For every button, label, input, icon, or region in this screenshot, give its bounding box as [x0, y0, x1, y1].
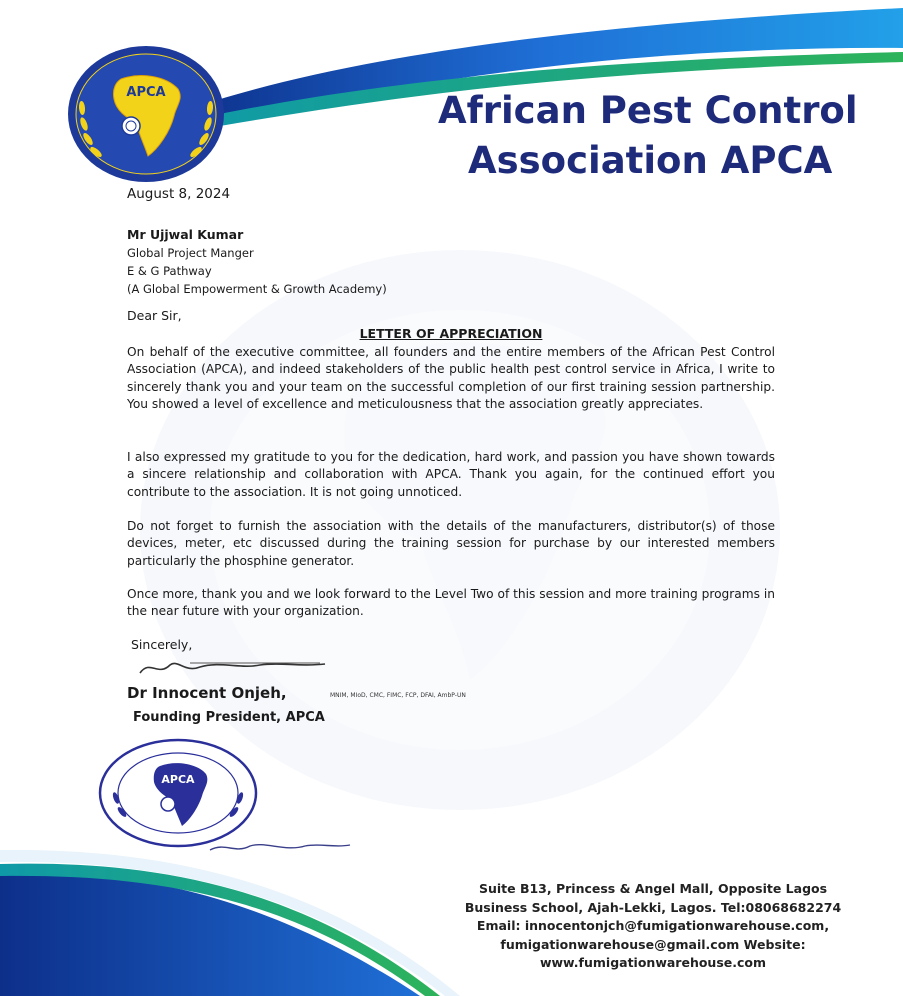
- paragraph-1: On behalf of the executive committee, all founders and the entire members of the African Pest Control Association (APCA), and indeed stakeholders of the public health pest control service in Africa, I write to sincerely thank you and your team on the successful completion of our first training session partnership. You showed a level of excellence and meticulousness that the association greatly appreciates.: [127, 345, 775, 412]
- signature-graphic: [130, 655, 330, 679]
- footer-line-3: Email: innocentonjch@fumigationwarehouse.com,: [476, 918, 830, 933]
- salutation: Dear Sir,: [127, 308, 182, 323]
- logo-apca-text: APCA: [126, 85, 166, 100]
- signer-name: Dr Innocent Onjeh,: [127, 684, 287, 702]
- recipient-name: Mr Ujjwal Kumar: [127, 227, 244, 242]
- footer-line-2: Business School, Ajah-Lekki, Lagos. Tel:08068682274: [464, 899, 842, 915]
- letter-date: August 8, 2024: [127, 186, 231, 202]
- closing: Sincerely,: [131, 637, 193, 652]
- paragraph-4: Once more, thank you and we look forward to the Level Two of this session and more training programs in the near future with your organization.: [127, 587, 775, 619]
- org-name-line2: Association APCA: [468, 139, 833, 182]
- footer-line-4: fumigationwarehouse@gmail.com Website:: [500, 936, 806, 952]
- footer-line-5: www.fumigationwarehouse.com: [539, 955, 767, 970]
- recipient-org: E & G Pathway: [127, 264, 212, 278]
- recipient-title: Global Project Manger: [127, 246, 254, 260]
- recipient-block: [127, 226, 387, 298]
- apca-logo-top: [66, 44, 226, 184]
- paragraph-3: Do not forget to furnish the association with the details of the manufacturers, distributor(s) of those devices, meter, etc discussed during the training session for purchase by our interested members particularly the phosphine generator.: [127, 519, 775, 568]
- signer-credentials: MNIM, MIoD, CMC, FIMC, FCP, DFAI, AmbP-UN: [330, 692, 466, 699]
- paragraph-2: I also expressed my gratitude to you for the dedication, hard work, and passion you have shown towards a sincere relationship and collaboration with APCA. Thank you again, for the continued effort you contribute to the association. It is not going unnoticed.: [127, 450, 775, 499]
- footer-contact: [428, 880, 878, 973]
- org-name-line1: African Pest Control: [438, 89, 858, 132]
- footer-line-1: Suite B13, Princess & Angel Mall, Opposite Lagos: [478, 881, 828, 896]
- org-name: [438, 86, 893, 186]
- signer-title: Founding President, APCA: [133, 710, 325, 725]
- stamp-apca-text: APCA: [161, 773, 195, 786]
- association-stamp: [98, 738, 258, 848]
- recipient-org-full: (A Global Empowerment & Growth Academy): [127, 282, 387, 296]
- letter-subject: LETTER OF APPRECIATION: [359, 326, 543, 341]
